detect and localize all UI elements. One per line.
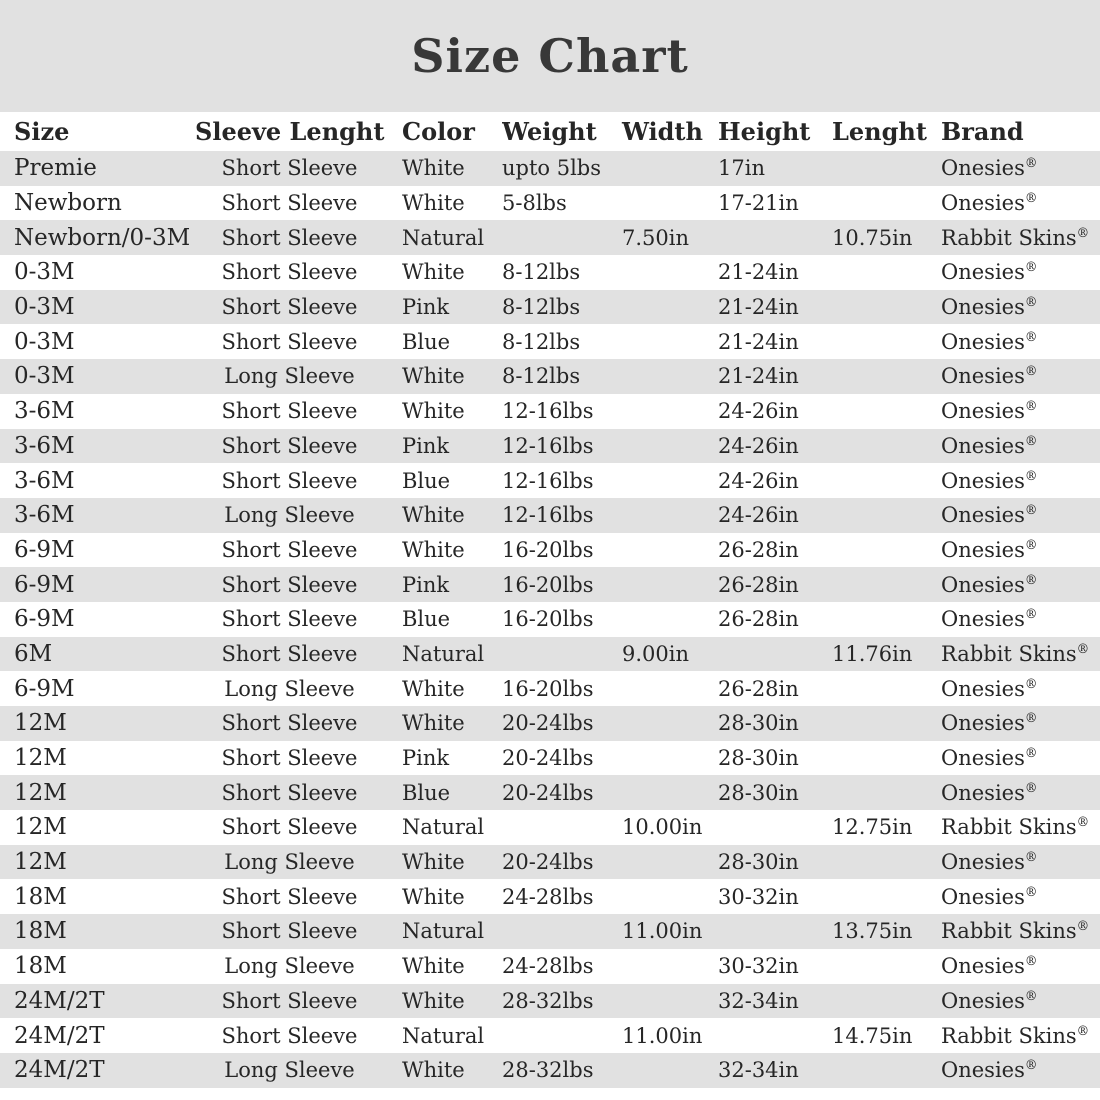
cell-sleeve: Short Sleeve [221,746,358,771]
cell-color: Blue [402,607,451,632]
cell-brand: Onesies® [941,676,1038,701]
column-header-size: Size [14,117,70,146]
table-row [0,394,1100,429]
cell-brand: Onesies® [941,399,1038,424]
cell-height: 17in [718,156,765,181]
cell-height: 21-24in [718,329,799,354]
cell-brand: Onesies® [941,780,1038,805]
column-header-width: Width [622,117,703,146]
cell-weight: 8-12lbs [502,260,581,285]
cell-weight: 20-24lbs [502,711,594,736]
cell-size: Premie [14,155,97,182]
cell-brand: Onesies® [941,572,1038,597]
registered-mark: ® [1024,988,1038,1003]
registered-mark: ® [1076,815,1090,830]
cell-color: White [402,954,465,979]
table-row [0,186,1100,221]
table-row [0,775,1100,810]
cell-brand: Onesies® [941,988,1038,1013]
cell-brand: Onesies® [941,746,1038,771]
table-row [0,879,1100,914]
cell-height: 24-26in [718,433,799,458]
table-row [0,984,1100,1019]
cell-color: Natural [402,225,485,250]
registered-mark: ® [1024,468,1038,483]
cell-height: 26-28in [718,607,799,632]
cell-brand: Onesies® [941,850,1038,875]
cell-color: White [402,156,465,181]
cell-weight: 12-16lbs [502,433,594,458]
cell-height: 26-28in [718,537,799,562]
cell-color: White [402,537,465,562]
cell-size: 6-9M [14,675,75,702]
cell-size: 24M/2T [14,1022,105,1049]
page-title: Size Chart [411,29,689,83]
cell-weight: 5-8lbs [502,191,567,216]
cell-size: 6-9M [14,606,75,633]
registered-mark: ® [1024,572,1038,587]
cell-sleeve: Short Sleeve [221,225,358,250]
cell-color: Blue [402,468,451,493]
cell-weight: 24-28lbs [502,954,594,979]
registered-mark: ® [1024,1058,1038,1073]
cell-brand: Onesies® [941,191,1038,216]
cell-size: 24M/2T [14,1057,105,1084]
cell-weight: 12-16lbs [502,468,594,493]
registered-mark: ® [1024,260,1038,275]
cell-brand: Rabbit Skins® [941,815,1090,840]
cell-brand: Onesies® [941,1058,1038,1083]
cell-size: Newborn/0-3M [14,224,191,251]
cell-color: White [402,988,465,1013]
cell-brand: Onesies® [941,364,1038,389]
cell-lenght: 14.75in [832,1023,913,1048]
cell-width: 11.00in [622,1023,703,1048]
table-row [0,429,1100,464]
table-row [0,671,1100,706]
registered-mark: ® [1024,607,1038,622]
cell-weight: 16-20lbs [502,537,594,562]
cell-size: 12M [14,710,67,737]
cell-color: Pink [402,572,450,597]
column-header-brand: Brand [941,117,1024,146]
cell-color: White [402,503,465,528]
table-row [0,533,1100,568]
cell-color: White [402,1058,465,1083]
cell-lenght: 12.75in [832,815,913,840]
cell-sleeve: Short Sleeve [221,780,358,805]
cell-brand: Onesies® [941,537,1038,562]
cell-sleeve: Short Sleeve [221,1023,358,1048]
cell-size: 12M [14,814,67,841]
column-header-sleeve: Sleeve Lenght [195,117,385,146]
table-row [0,602,1100,637]
cell-sleeve: Short Sleeve [221,711,358,736]
cell-height: 24-26in [718,468,799,493]
registered-mark: ® [1076,1023,1090,1038]
cell-height: 28-30in [718,711,799,736]
cell-sleeve: Short Sleeve [221,988,358,1013]
table-row [0,914,1100,949]
table-row [0,498,1100,533]
cell-width: 7.50in [622,225,689,250]
cell-sleeve: Short Sleeve [221,191,358,216]
table-row [0,151,1100,186]
cell-color: White [402,260,465,285]
cell-weight: 24-28lbs [502,884,594,909]
table-row [0,1053,1100,1088]
cell-sleeve: Short Sleeve [221,468,358,493]
cell-size: 0-3M [14,294,75,321]
cell-size: 0-3M [14,328,75,355]
cell-color: White [402,850,465,875]
cell-weight: 16-20lbs [502,572,594,597]
column-header-color: Color [402,117,475,146]
cell-size: 6-9M [14,571,75,598]
cell-lenght: 10.75in [832,225,913,250]
cell-color: White [402,711,465,736]
table-row [0,567,1100,602]
registered-mark: ® [1024,780,1038,795]
table-row [0,324,1100,359]
cell-color: Pink [402,433,450,458]
cell-lenght: 13.75in [832,919,913,944]
cell-sleeve: Long Sleeve [224,1058,355,1083]
table-row [0,706,1100,741]
registered-mark: ® [1024,399,1038,414]
registered-mark: ® [1024,884,1038,899]
registered-mark: ® [1024,954,1038,969]
registered-mark: ® [1024,746,1038,761]
cell-weight: 28-32lbs [502,988,594,1013]
cell-weight: 8-12lbs [502,295,581,320]
cell-brand: Onesies® [941,711,1038,736]
cell-sleeve: Short Sleeve [221,884,358,909]
registered-mark: ® [1024,537,1038,552]
cell-brand: Rabbit Skins® [941,225,1090,250]
cell-brand: Onesies® [941,260,1038,285]
cell-color: Blue [402,780,451,805]
table-row [0,463,1100,498]
cell-weight: 28-32lbs [502,1058,594,1083]
cell-size: Newborn [14,190,122,217]
cell-size: 12M [14,779,67,806]
cell-color: Pink [402,746,450,771]
table-body [0,151,1100,1088]
cell-color: White [402,364,465,389]
table-row [0,1018,1100,1053]
table-row [0,845,1100,880]
cell-size: 6M [14,640,53,667]
cell-sleeve: Short Sleeve [221,260,358,285]
cell-sleeve: Long Sleeve [224,676,355,701]
size-chart-table [0,112,1100,1088]
table-row [0,290,1100,325]
cell-size: 18M [14,953,67,980]
registered-mark: ® [1024,503,1038,518]
cell-brand: Rabbit Skins® [941,641,1090,666]
cell-sleeve: Short Sleeve [221,607,358,632]
cell-lenght: 11.76in [832,641,913,666]
cell-size: 0-3M [14,363,75,390]
registered-mark: ® [1024,156,1038,171]
cell-weight: upto 5lbs [502,156,602,181]
table-row [0,359,1100,394]
cell-sleeve: Short Sleeve [221,156,358,181]
cell-height: 21-24in [718,295,799,320]
cell-brand: Onesies® [941,156,1038,181]
cell-color: White [402,884,465,909]
registered-mark: ® [1024,295,1038,310]
cell-height: 17-21in [718,191,799,216]
cell-brand: Onesies® [941,468,1038,493]
column-header-height: Height [718,117,811,146]
registered-mark: ® [1076,641,1090,656]
cell-height: 28-30in [718,780,799,805]
cell-height: 21-24in [718,364,799,389]
cell-weight: 12-16lbs [502,399,594,424]
cell-weight: 8-12lbs [502,329,581,354]
cell-width: 10.00in [622,815,703,840]
cell-color: White [402,676,465,701]
registered-mark: ® [1024,711,1038,726]
cell-brand: Onesies® [941,607,1038,632]
cell-sleeve: Short Sleeve [221,399,358,424]
cell-width: 9.00in [622,641,689,666]
cell-brand: Onesies® [941,295,1038,320]
cell-height: 26-28in [718,572,799,597]
cell-height: 28-30in [718,746,799,771]
cell-brand: Rabbit Skins® [941,919,1090,944]
title-banner [0,0,1100,112]
cell-size: 3-6M [14,467,75,494]
cell-sleeve: Short Sleeve [221,433,358,458]
cell-weight: 16-20lbs [502,607,594,632]
cell-color: Natural [402,641,485,666]
cell-weight: 20-24lbs [502,746,594,771]
cell-sleeve: Short Sleeve [221,572,358,597]
cell-weight: 12-16lbs [502,503,594,528]
cell-size: 3-6M [14,432,75,459]
cell-weight: 16-20lbs [502,676,594,701]
cell-sleeve: Short Sleeve [221,329,358,354]
cell-color: Natural [402,919,485,944]
cell-sleeve: Short Sleeve [221,537,358,562]
cell-sleeve: Long Sleeve [224,503,355,528]
registered-mark: ® [1024,191,1038,206]
registered-mark: ® [1024,364,1038,379]
cell-weight: 20-24lbs [502,850,594,875]
cell-size: 6-9M [14,536,75,563]
cell-size: 24M/2T [14,987,105,1014]
cell-width: 11.00in [622,919,703,944]
cell-brand: Onesies® [941,503,1038,528]
cell-brand: Onesies® [941,954,1038,979]
cell-size: 12M [14,849,67,876]
cell-color: Natural [402,815,485,840]
table-header-row [0,112,1100,151]
cell-weight: 8-12lbs [502,364,581,389]
registered-mark: ® [1024,850,1038,865]
column-header-weight: Weight [502,117,597,146]
cell-sleeve: Long Sleeve [224,850,355,875]
cell-size: 0-3M [14,259,75,286]
registered-mark: ® [1076,225,1090,240]
cell-height: 21-24in [718,260,799,285]
cell-sleeve: Short Sleeve [221,919,358,944]
cell-height: 24-26in [718,399,799,424]
table-row [0,741,1100,776]
cell-brand: Onesies® [941,433,1038,458]
cell-size: 3-6M [14,398,75,425]
column-header-lenght: Lenght [832,117,927,146]
cell-sleeve: Long Sleeve [224,364,355,389]
cell-sleeve: Short Sleeve [221,815,358,840]
cell-color: White [402,191,465,216]
cell-color: Pink [402,295,450,320]
registered-mark: ® [1076,919,1090,934]
table-row [0,810,1100,845]
cell-color: White [402,399,465,424]
table-row [0,949,1100,984]
cell-sleeve: Short Sleeve [221,641,358,666]
cell-height: 30-32in [718,954,799,979]
cell-color: Blue [402,329,451,354]
registered-mark: ® [1024,329,1038,344]
table-row [0,255,1100,290]
cell-size: 12M [14,745,67,772]
cell-weight: 20-24lbs [502,780,594,805]
cell-height: 28-30in [718,850,799,875]
cell-size: 18M [14,918,67,945]
registered-mark: ® [1024,676,1038,691]
cell-brand: Rabbit Skins® [941,1023,1090,1048]
cell-height: 26-28in [718,676,799,701]
cell-height: 24-26in [718,503,799,528]
cell-height: 32-34in [718,1058,799,1083]
cell-height: 32-34in [718,988,799,1013]
cell-size: 18M [14,883,67,910]
cell-sleeve: Short Sleeve [221,295,358,320]
cell-brand: Onesies® [941,884,1038,909]
table-row [0,220,1100,255]
table-row [0,637,1100,672]
cell-color: Natural [402,1023,485,1048]
cell-height: 30-32in [718,884,799,909]
cell-brand: Onesies® [941,329,1038,354]
registered-mark: ® [1024,433,1038,448]
cell-size: 3-6M [14,502,75,529]
cell-sleeve: Long Sleeve [224,954,355,979]
